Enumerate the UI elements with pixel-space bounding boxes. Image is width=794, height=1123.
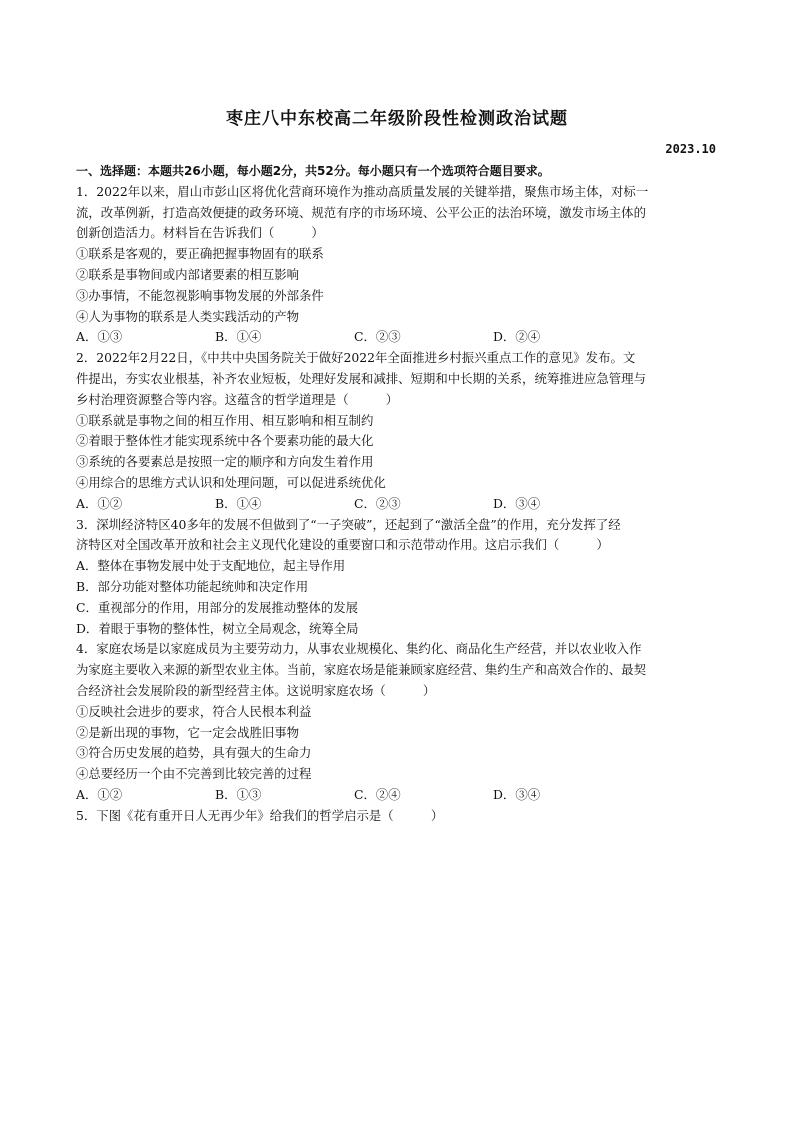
answer-choices: [76, 785, 718, 806]
question-1: [76, 182, 718, 348]
answer-choices: [76, 494, 718, 515]
question-option: ②是新出现的事物，它一定会战胜旧事物: [76, 724, 300, 740]
question-stem-line: 流，改革例新，打造高效便捷的政务环境、规范有序的市场环境、公平公正的法治环境，激发市场主体的: [76, 204, 646, 220]
question-5: [76, 806, 718, 827]
question-stem-line: 4．家庭农场是以家庭成员为主要劳动力，从事农业规模化、集约化、商品化生产经营，并以农业收入作: [76, 641, 642, 657]
choice-a: A．①②: [76, 495, 123, 511]
question-option: ④人为事物的联系是人类实践活动的产物: [76, 308, 300, 324]
question-option: ③系统的各要素总是按照一定的顺序和方向发生着作用: [76, 454, 374, 470]
question-option: ④总要经历一个由不完善到比较完善的过程: [76, 766, 312, 782]
question-stem-line: 件提出，夯实农业根基，补齐农业短板，处理好发展和减排、短期和中长期的关系，统筹推进应急管理与: [76, 370, 646, 386]
choice-d: D．③④: [493, 786, 541, 802]
answer-choices: [76, 327, 718, 348]
section-header: 一、选择题：本题共26小题，每小题2分，共52分。每小题只有一个选项符合题目要求。: [76, 164, 550, 178]
question-stem-line: 1．2022年以来，眉山市彭山区将优化营商环境作为推动高质量发展的关键举措，聚焦市场主体，对标一: [76, 183, 649, 199]
question-stem-line: 2．2022年2月22日，《中共中央国务院关于做好2022年全面推进乡村振兴重点工作的意见》发布。文: [76, 350, 636, 366]
question-option: D．着眼于事物的整体性，树立全局观念，统筹全局: [76, 620, 359, 636]
question-option: ③办事情，不能忽视影响事物发展的外部条件: [76, 287, 324, 303]
question-option: A．整体在事物发展中处于支配地位，起主导作用: [76, 558, 346, 574]
choice-c: C．②③: [354, 329, 401, 345]
choice-b: B．①④: [215, 495, 262, 511]
question-stem-line: 5．下图《花有重开日人无再少年》给我们的哲学启示是（ ）: [76, 807, 444, 823]
question-option: ②着眼于整体性才能实现系统中各个要素功能的最大化: [76, 433, 374, 449]
choice-d: D．③④: [493, 495, 541, 511]
choice-b: B．①③: [215, 786, 262, 802]
question-option: ①联系是客观的，要正确把握事物固有的联系: [76, 246, 324, 262]
question-option: ③符合历史发展的趋势，具有强大的生命力: [76, 745, 312, 761]
question-option: ①联系就是事物之间的相互作用、相互影响和相互制约: [76, 412, 374, 428]
choice-a: A．①③: [76, 329, 123, 345]
page-title: 枣庄八中东校高二年级阶段性检测政治试题: [226, 109, 568, 129]
question-3: [76, 515, 718, 640]
question-2: [76, 348, 718, 514]
choice-a: A．①②: [76, 786, 123, 802]
question-option: C．重视部分的作用，用部分的发展推动整体的发展: [76, 599, 359, 615]
question-4: [76, 639, 718, 805]
question-option: ②联系是事物间或内部诸要素的相互影响: [76, 266, 300, 282]
choice-c: C．②③: [354, 495, 401, 511]
question-stem-line: 乡村治理资源整合等内容。这蕴含的哲学道理是（ ）: [76, 391, 399, 407]
question-stem-line: 3．深圳经济特区40多年的发展不但做到了“一子突破”，还起到了“激活全盘”的作用，充分发挥了经: [76, 516, 621, 532]
question-stem-line: 合经济社会发展阶段的新型经营主体。这说明家庭农场（ ）: [76, 682, 436, 698]
choice-b: B．①④: [215, 329, 262, 345]
question-stem-line: 创新创造活力。材料旨在告诉我们（ ）: [76, 225, 324, 241]
exam-date: 2023.10: [665, 142, 716, 156]
exam-content: [76, 161, 718, 827]
choice-d: D．②④: [493, 329, 541, 345]
question-option: ④用综合的思维方式认识和处理问题，可以促进系统优化: [76, 474, 386, 490]
question-stem-line: 济特区对全国改革开放和社会主义现代化建设的重要窗口和示范带动作用。这启示我们（ ）: [76, 537, 609, 553]
question-option: B．部分功能对整体功能起统帅和决定作用: [76, 578, 309, 594]
question-option: ①反映社会进步的要求，符合人民根本利益: [76, 703, 312, 719]
choice-c: C．②④: [354, 786, 401, 802]
question-stem-line: 为家庭主要收入来源的新型农业主体。当前，家庭农场是能兼顾家庭经营、集约生产和高效合作的、最契: [76, 662, 646, 678]
